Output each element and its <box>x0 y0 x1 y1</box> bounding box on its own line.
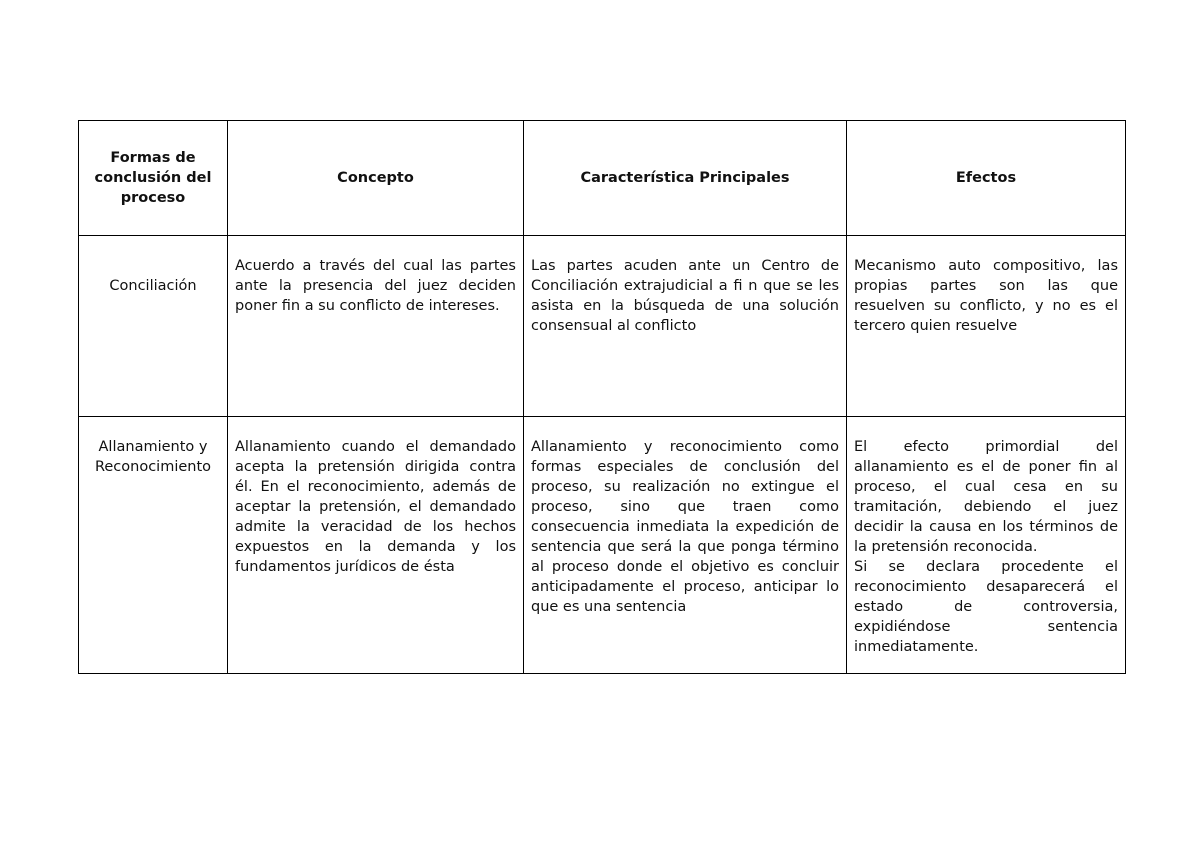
row-label-line: Reconocimiento <box>94 459 212 475</box>
characteristics-cell: Allanamiento y reconocimiento como formas especiales de conclusión del proceso, su realización no extingue el proceso, sino que traen como consecuencia inmediata la expedición de sentencia que será la que ponga término al proceso donde el objetivo es concluir anticipadamente el proceso, anticipar lo que es una sentencia <box>524 417 847 674</box>
header-forms-line: Formas de <box>110 150 196 166</box>
effects-cell <box>847 417 1126 674</box>
header-concept: Concepto <box>228 121 524 236</box>
table-row <box>79 417 1126 674</box>
row-label: Conciliación <box>79 236 228 417</box>
header-characteristics: Característica Principales <box>524 121 847 236</box>
characteristics-cell: Las partes acuden ante un Centro de Conciliación extrajudicial a fi n que se les asista en la búsqueda de una solución consensual al conflicto <box>524 236 847 417</box>
header-forms <box>79 121 228 236</box>
concept-cell: Acuerdo a través del cual las partes ante la presencia del juez deciden poner fin a su conflicto de intereses. <box>228 236 524 417</box>
header-forms-line: proceso <box>120 190 186 206</box>
effects-paragraph: Si se declara procedente el reconocimiento desaparecerá el estado de controversia, expidiéndose sentencia inmediatamente. <box>854 559 1118 655</box>
table-row <box>79 236 1126 417</box>
header-forms-line: conclusión del <box>94 170 212 186</box>
row-label <box>79 417 228 674</box>
effects-cell: Mecanismo auto compositivo, las propias partes son las que resuelven su conflicto, y no es el tercero quien resuelve <box>847 236 1126 417</box>
conclusion-forms-table <box>78 120 1126 674</box>
header-effects: Efectos <box>847 121 1126 236</box>
effects-paragraph: El efecto primordial del allanamiento es el de poner fin al proceso, el cual cesa en su tramitación, debiendo el juez decidir la causa en los términos de la pretensión reconocida. <box>854 439 1118 555</box>
table-header-row <box>79 121 1126 236</box>
row-label-line: Allanamiento y <box>98 439 208 455</box>
concept-cell: Allanamiento cuando el demandado acepta la pretensión dirigida contra él. En el reconocimiento, además de aceptar la pretensión, el demandado admite la veracidad de los hechos expuestos en la demanda y los fundamentos jurídicos de ésta <box>228 417 524 674</box>
